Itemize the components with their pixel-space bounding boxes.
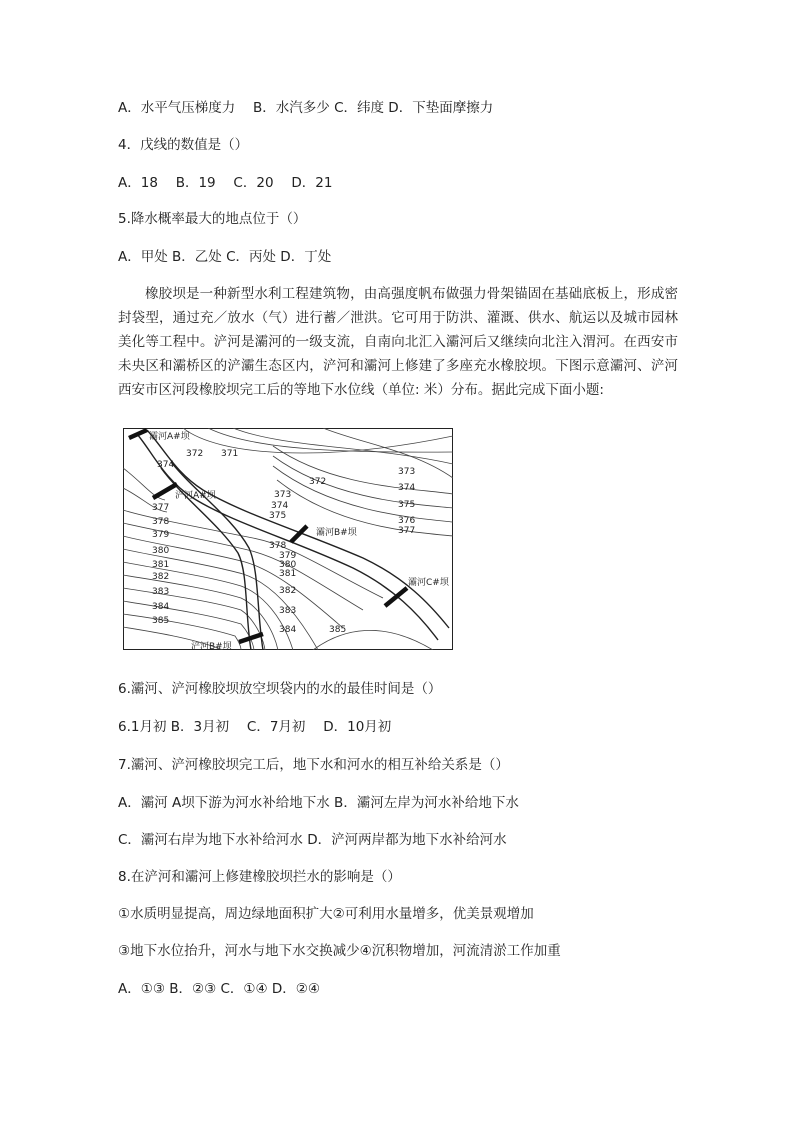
contour-value-label: 377 <box>152 503 170 513</box>
q7-options-ab: A．灞河 A坝下游为河水补给地下水 B．灞河左岸为河水补给地下水 <box>118 795 519 811</box>
contour-value-label: 382 <box>279 586 297 596</box>
contour-value-label: 384 <box>279 625 297 635</box>
contour-value-label: 380 <box>279 560 297 570</box>
contour-value-label: 374 <box>398 483 416 493</box>
dam-label-baC: 灞河C#坝 <box>408 578 449 588</box>
contour-value-label: 385 <box>329 625 347 635</box>
contour-value-label: 376 <box>398 516 416 526</box>
q3-options: A．水平气压梯度力 B．水汽多少 C．纬度 D．下垫面摩擦力 <box>118 100 494 116</box>
contour-value-label: 382 <box>152 572 170 582</box>
q6-options: 6.1月初 B．3月初 C．7月初 D．10月初 <box>118 719 392 735</box>
contour-value-label: 383 <box>152 587 170 597</box>
contour-value-label: 381 <box>279 569 297 579</box>
contour-value-label: 375 <box>269 511 287 521</box>
contour-value-label: 373 <box>398 467 416 477</box>
dam-label-chanA: 浐河A#坝 <box>175 491 216 501</box>
contour-value-label: 374 <box>157 460 175 470</box>
contour-value-label: 375 <box>398 500 416 510</box>
contour-value-label: 380 <box>152 546 170 556</box>
q8-stem: 8.在浐河和灞河上修建橡胶坝拦水的影响是（） <box>118 869 401 885</box>
contour-value-label: 379 <box>152 530 170 540</box>
q8-item-1: ①水质明显提高，周边绿地面积扩大②可利用水量增多，优美景观增加 <box>118 906 534 922</box>
contour-value-label: 371 <box>221 449 239 459</box>
dam-label-baA: 灞河A#坝 <box>149 432 190 442</box>
contour-value-label: 379 <box>279 551 297 561</box>
contour-value-label: 373 <box>274 490 292 500</box>
contour-value-label: 378 <box>269 541 287 551</box>
q6-stem: 6.灞河、浐河橡胶坝放空坝袋内的水的最佳时间是（） <box>118 681 442 697</box>
dam-label-baB: 灞河B#坝 <box>316 528 357 538</box>
contour-value-label: 384 <box>152 602 170 612</box>
q7-options-cd: C．灞河右岸为地下水补给河水 D．浐河两岸都为地下水补给河水 <box>118 832 507 848</box>
q4-stem: 4．戊线的数值是（） <box>118 137 249 153</box>
contour-value-label: 372 <box>309 477 327 487</box>
contour-value-label: 378 <box>152 517 170 527</box>
groundwater-contour-map <box>123 428 453 650</box>
contour-value-label: 381 <box>152 560 170 570</box>
dam-label-chanB: 浐河B#坝 <box>191 642 232 650</box>
q7-stem: 7.灞河、浐河橡胶坝完工后，地下水和河水的相互补给关系是（） <box>118 757 509 773</box>
q5-options: A．甲处 B．乙处 C．丙处 D．丁处 <box>118 249 332 265</box>
passage: 橡胶坝是一种新型水利工程建筑物，由高强度帆布做强力骨架锚固在基础底板上，形成密封袋型，通过充／放水（气）进行蓄／泄洪。它可用于防洪、灌溉、供水、航运以及城市园林美化等工程中。浐河是灞河的一级支流，自南向北汇入灞河后又继续向北注入渭河。在西安市未央区和灞桥区的浐灞生态区内，浐河和灞河上修建了多座充水橡胶坝。下图示意灞河、浐河西安市区河段橡胶坝完工后的等地下水位线（单位: 米）分布。据此完成下面小题: <box>118 286 678 398</box>
q8-item-2: ③地下水位抬升，河水与地下水交换减少④沉积物增加，河流清淤工作加重 <box>118 943 561 959</box>
contour-value-label: 374 <box>271 501 289 511</box>
q5-stem: 5.降水概率最大的地点位于（） <box>118 211 307 227</box>
contour-value-label: 372 <box>186 449 204 459</box>
q4-options: A．18 B．19 C．20 D．21 <box>118 175 333 191</box>
q8-options: A．①③ B．②③ C．①④ D．②④ <box>118 981 321 997</box>
contour-value-label: 383 <box>279 606 297 616</box>
contour-value-label: 377 <box>398 526 416 536</box>
contour-value-label: 385 <box>152 616 170 626</box>
